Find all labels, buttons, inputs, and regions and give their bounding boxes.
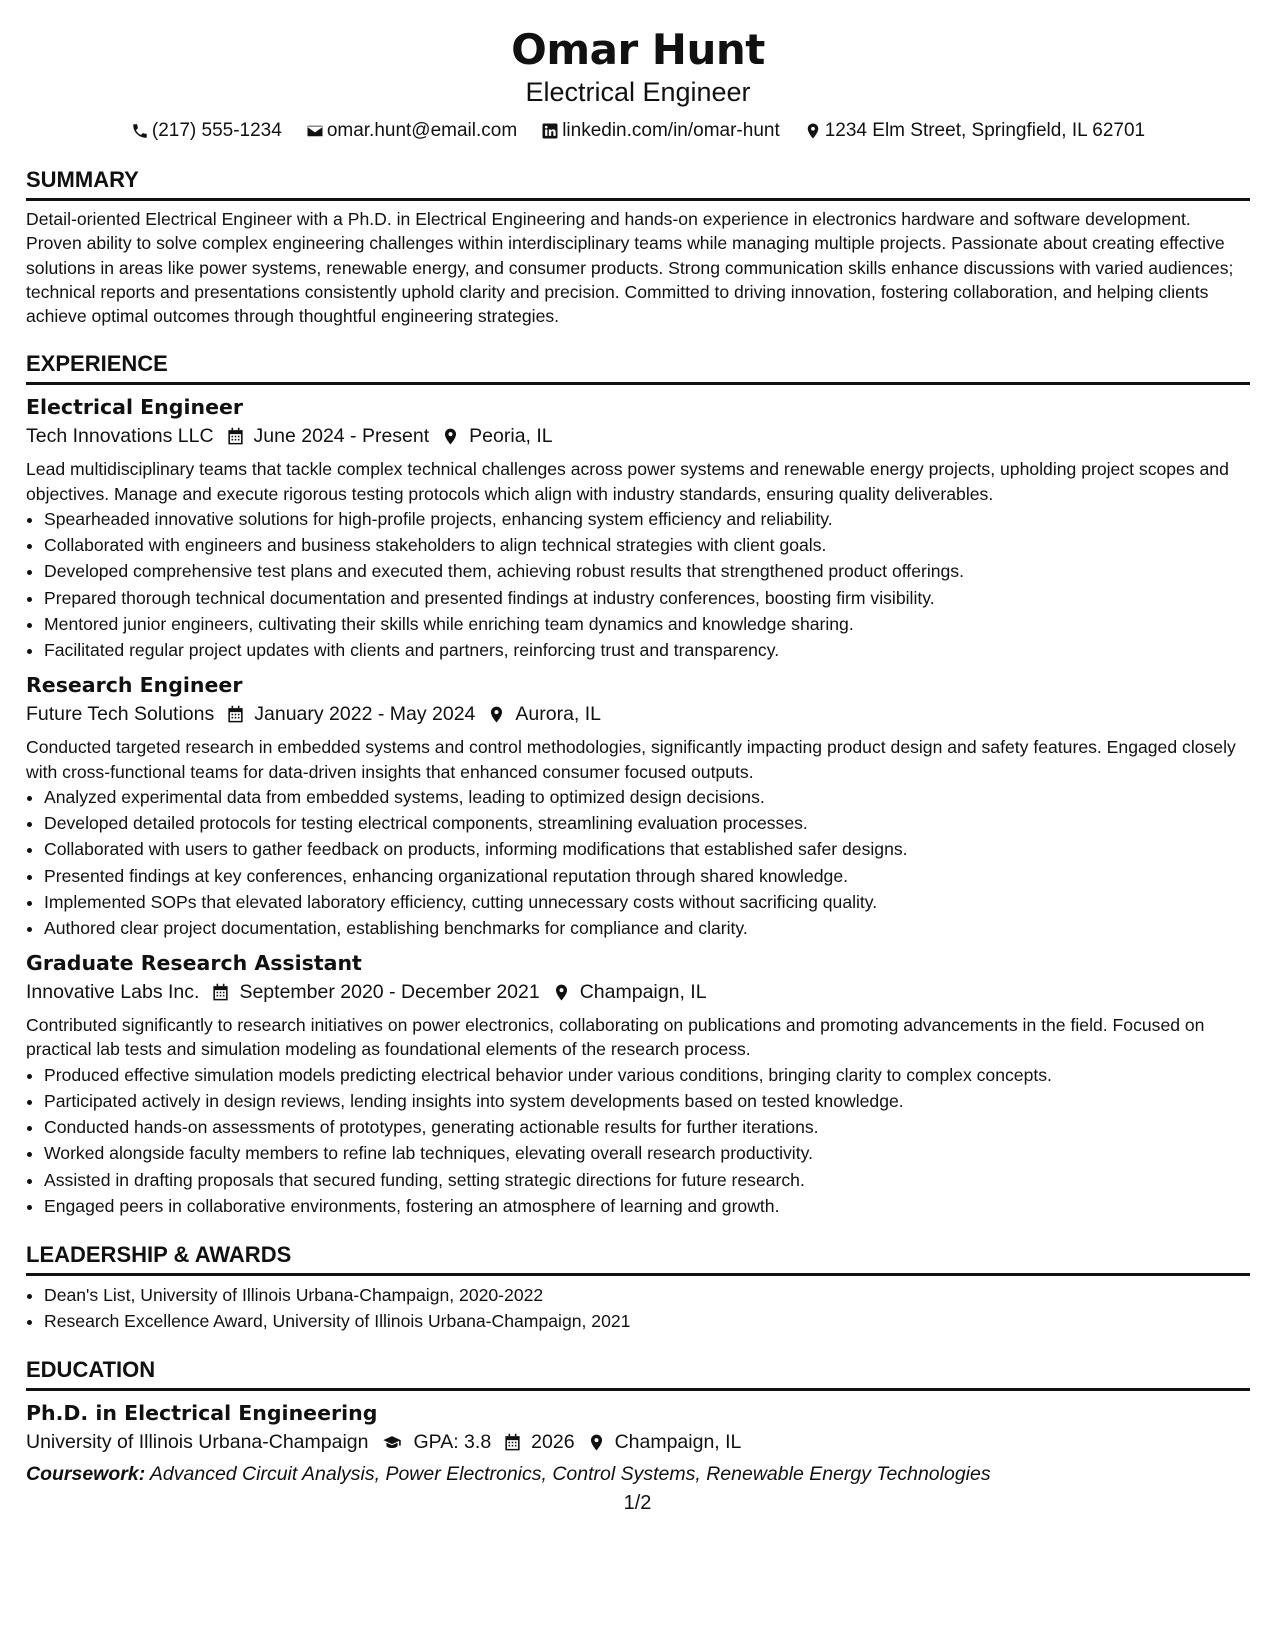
- list-item: • Collaborated with engineers and business stakeholders to align technical strategies with client goals.: [44, 532, 1250, 558]
- job-meta: [26, 421, 1250, 451]
- job-bullets: [26, 1062, 1250, 1219]
- graduation-cap-icon: [380, 1433, 404, 1452]
- summary-heading: SUMMARY: [26, 166, 1250, 201]
- list-item: • Worked alongside faculty members to refine lab techniques, elevating overall research productivity.: [44, 1140, 1250, 1166]
- coursework-text: Advanced Circuit Analysis, Power Electronics, Control Systems, Renewable Energy Technologies: [149, 1463, 991, 1486]
- job-entry: [26, 671, 1250, 941]
- job-description: Conducted targeted research in embedded systems and control methodologies, significantly impacting product design and safety features. Engaged closely with cross-functional teams for data-driven insights that enhanced consumer focused outputs.: [26, 737, 1236, 782]
- job-company: Innovative Labs Inc.: [26, 981, 200, 1004]
- graduation-year: 2026: [531, 1431, 575, 1454]
- school-name: University of Illinois Urbana-Champaign: [26, 1431, 369, 1454]
- phone-text: (217) 555-1234: [151, 120, 282, 141]
- contact-row: [26, 118, 1250, 144]
- map-pin-icon: [441, 427, 460, 446]
- list-item: • Engaged peers in collaborative environments, fostering an atmosphere of learning and growth.: [44, 1193, 1250, 1219]
- job-title: Research Engineer: [26, 673, 243, 698]
- job-location: Champaign, IL: [579, 981, 707, 1004]
- list-item: • Collaborated with users to gather feedback on products, informing modifications that established safer designs.: [44, 836, 1250, 862]
- page-number: 1/2: [623, 1492, 652, 1514]
- contact-address: [804, 118, 1145, 144]
- job-title: Electrical Engineer: [26, 395, 243, 420]
- email-text: omar.hunt@email.com: [326, 120, 518, 141]
- job-description: Lead multidisciplinary teams that tackle complex technical challenges across power systems and renewable energy projects, upholding project scopes and objectives. Manage and execute rigorous testing protocols which align with industry standards, ensuring quality deliverables.: [26, 459, 1229, 504]
- map-pin-icon: [804, 122, 822, 140]
- list-item: • Implemented SOPs that elevated laboratory efficiency, cutting unnecessary costs without sacrificing quality.: [44, 889, 1250, 915]
- job-company: Future Tech Solutions: [26, 703, 215, 726]
- education-heading: EDUCATION: [26, 1356, 1250, 1391]
- map-pin-icon: [487, 705, 506, 724]
- gpa-text: GPA: 3.8: [413, 1431, 492, 1454]
- list-item: • Mentored junior engineers, cultivating their skills while enriching team dynamics and knowledge sharing.: [44, 611, 1250, 637]
- job-description: Contributed significantly to research initiatives on power electronics, collaborating on publications and promoting advancements in the field. Focused on practical lab tests and simulation modeling as foundational elements of the research process.: [26, 1015, 1205, 1060]
- address-text: 1234 Elm Street, Springfield, IL 62701: [824, 120, 1146, 141]
- candidate-name: Omar Hunt: [511, 25, 765, 74]
- linkedin-text: linkedin.com/in/omar-hunt: [562, 120, 780, 141]
- job-meta: [26, 699, 1250, 729]
- map-pin-icon: [587, 1433, 606, 1452]
- job-title: Graduate Research Assistant: [26, 951, 362, 976]
- list-item: • Conducted hands-on assessments of prototypes, generating actionable results for further iterations.: [44, 1114, 1250, 1140]
- candidate-title: Electrical Engineer: [525, 77, 751, 107]
- list-item: • Analyzed experimental data from embedded systems, leading to optimized design decisions.: [44, 784, 1250, 810]
- degree-title: Ph.D. in Electrical Engineering: [26, 1401, 378, 1426]
- calendar-icon: [226, 427, 245, 446]
- list-item: • Participated actively in design reviews, lending insights into system developments based on tested knowledge.: [44, 1088, 1250, 1114]
- awards-list: [26, 1282, 1250, 1334]
- coursework-line: [26, 1459, 1250, 1489]
- calendar-icon: [211, 983, 230, 1002]
- job-meta: [26, 977, 1250, 1007]
- resume-page: [26, 0, 1250, 1489]
- experience-heading: EXPERIENCE: [26, 350, 1250, 385]
- awards-heading: LEADERSHIP & AWARDS: [26, 1241, 1250, 1276]
- summary-text: Detail-oriented Electrical Engineer with a Ph.D. in Electrical Engineering and hands-on experience in electronics hardware and software development. Proven ability to solve complex engineering challenges within interdisciplinary teams while managing multiple projects. Passionate about creating effective solutions in areas like power systems, renewable energy, and consumer products. Strong communication skills enhance discussions with varied audiences; technical reports and presentations consistently uphold clarity and precision. Committed to driving innovation, fostering collaboration, and helping clients achieve optimal outcomes through thoughtful engineering strategies.: [26, 209, 1234, 327]
- map-pin-icon: [552, 983, 571, 1002]
- education-meta: [26, 1427, 1250, 1457]
- phone-icon: [131, 122, 149, 140]
- list-item: • Assisted in drafting proposals that secured funding, setting strategic directions for future research.: [44, 1167, 1250, 1193]
- job-dates: September 2020 - December 2021: [239, 981, 540, 1004]
- contact-email[interactable]: [306, 118, 517, 144]
- job-location: Aurora, IL: [515, 703, 602, 726]
- job-bullets: [26, 506, 1250, 663]
- list-item: • Research Excellence Award, University of Illinois Urbana-Champaign, 2021: [44, 1308, 1250, 1334]
- list-item: • Developed comprehensive test plans and executed them, achieving robust results that strengthened product offerings.: [44, 558, 1250, 584]
- list-item: • Facilitated regular project updates with clients and partners, reinforcing trust and transparency.: [44, 637, 1250, 663]
- envelope-icon: [306, 122, 324, 140]
- list-item: • Produced effective simulation models predicting electrical behavior under various conditions, bringing clarity to complex concepts.: [44, 1062, 1250, 1088]
- job-dates: June 2024 - Present: [253, 425, 430, 448]
- calendar-icon: [503, 1433, 522, 1452]
- list-item: • Prepared thorough technical documentation and presented findings at industry conferences, boosting firm visibility.: [44, 585, 1250, 611]
- contact-phone[interactable]: [131, 118, 282, 144]
- list-item: • Authored clear project documentation, establishing benchmarks for compliance and clarity.: [44, 915, 1250, 941]
- calendar-icon: [226, 705, 245, 724]
- job-bullets: [26, 784, 1250, 941]
- list-item: • Spearheaded innovative solutions for high-profile projects, enhancing system efficiency and reliability.: [44, 506, 1250, 532]
- job-entry: [26, 393, 1250, 663]
- contact-linkedin[interactable]: [541, 118, 780, 144]
- list-item: • Presented findings at key conferences, enhancing organizational reputation through shared knowledge.: [44, 863, 1250, 889]
- education-location: Champaign, IL: [614, 1431, 742, 1454]
- list-item: • Developed detailed protocols for testing electrical components, streamlining evaluation processes.: [44, 810, 1250, 836]
- job-company: Tech Innovations LLC: [26, 425, 214, 448]
- list-item: • Dean's List, University of Illinois Urbana-Champaign, 2020-2022: [44, 1282, 1250, 1308]
- job-location: Peoria, IL: [469, 425, 553, 448]
- coursework-label: Coursework:: [26, 1463, 146, 1486]
- job-dates: January 2022 - May 2024: [254, 703, 476, 726]
- linkedin-icon: [541, 122, 559, 140]
- job-entry: [26, 949, 1250, 1219]
